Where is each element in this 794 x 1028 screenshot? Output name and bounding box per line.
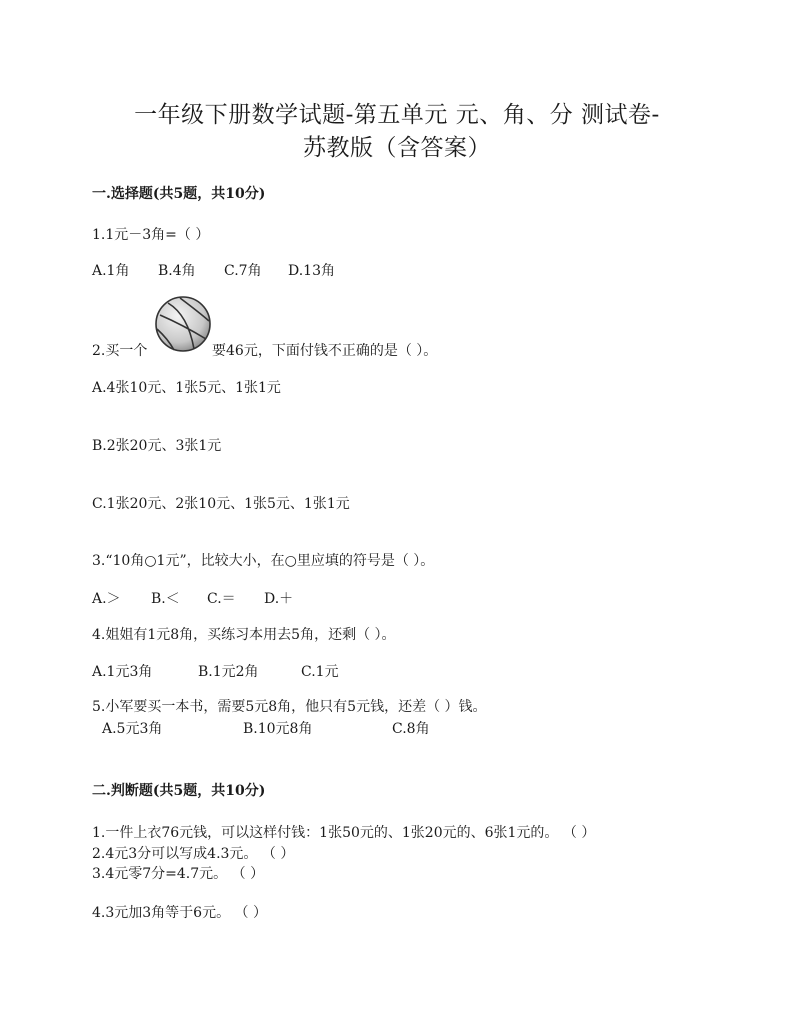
question-1-option-b: B.4角 bbox=[158, 263, 196, 279]
basketball-icon bbox=[154, 295, 212, 353]
section-heading-choice: 一.选择题(共5题，共10分) bbox=[92, 186, 266, 202]
question-2-option-a: A.4张10元、1张5元、1张1元 bbox=[92, 380, 281, 396]
question-3-option-d: D.＋ bbox=[264, 591, 294, 607]
document-title-line2: 苏教版（含答案） bbox=[303, 135, 491, 161]
judgment-item-4: 4.3元加3角等于6元。 （ ） bbox=[92, 905, 267, 921]
question-5-option-c: C.8角 bbox=[392, 721, 430, 737]
question-1-option-d: D.13角 bbox=[288, 263, 335, 279]
question-2-option-c: C.1张20元、2张10元、1张5元、1张1元 bbox=[92, 496, 350, 512]
judgment-item-2: 2.4元3分可以写成4.3元。 （ ） bbox=[92, 846, 295, 862]
question-5-option-b: B.10元8角 bbox=[243, 721, 313, 737]
question-1-option-c: C.7角 bbox=[224, 263, 262, 279]
question-3-option-b: B.＜ bbox=[151, 591, 180, 607]
question-4-option-b: B.1元2角 bbox=[198, 664, 259, 680]
judgment-item-1: 1.一件上衣76元钱，可以这样付钱：1张50元的、1张20元的、6张1元的。 （ ） bbox=[92, 825, 596, 841]
document-title-line1: 一年级下册数学试题-第五单元 元、角、分 测试卷- bbox=[134, 102, 660, 128]
section-heading-judgment: 二.判断题(共5题，共10分) bbox=[92, 783, 266, 799]
question-3-stem: 3.“10角○1元”，比较大小，在○里应填的符号是（ ）。 bbox=[92, 553, 435, 569]
question-5-option-a: A.5元3角 bbox=[102, 721, 163, 737]
question-3-option-c: C.＝ bbox=[207, 591, 236, 607]
question-3-option-a: A.＞ bbox=[92, 591, 121, 607]
question-1-option-a: A.1角 bbox=[92, 263, 130, 279]
question-4-stem: 4.姐姐有1元8角，买练习本用去5角，还剩（ ）。 bbox=[92, 627, 396, 643]
question-5-stem: 5.小军要买一本书，需要5元8角，他只有5元钱，还差（ ）钱。 bbox=[92, 699, 487, 715]
question-2-stem-before: 2.买一个 bbox=[92, 343, 148, 359]
judgment-item-3: 3.4元零7分=4.7元。 （ ） bbox=[92, 866, 265, 882]
question-2-option-b: B.2张20元、3张1元 bbox=[92, 438, 222, 454]
question-4-option-a: A.1元3角 bbox=[92, 664, 153, 680]
question-1-stem: 1.1元－3角=（ ） bbox=[92, 227, 210, 243]
question-2-stem-after: 要46元，下面付钱不正确的是（ ）。 bbox=[212, 343, 438, 359]
question-4-option-c: C.1元 bbox=[301, 664, 339, 680]
